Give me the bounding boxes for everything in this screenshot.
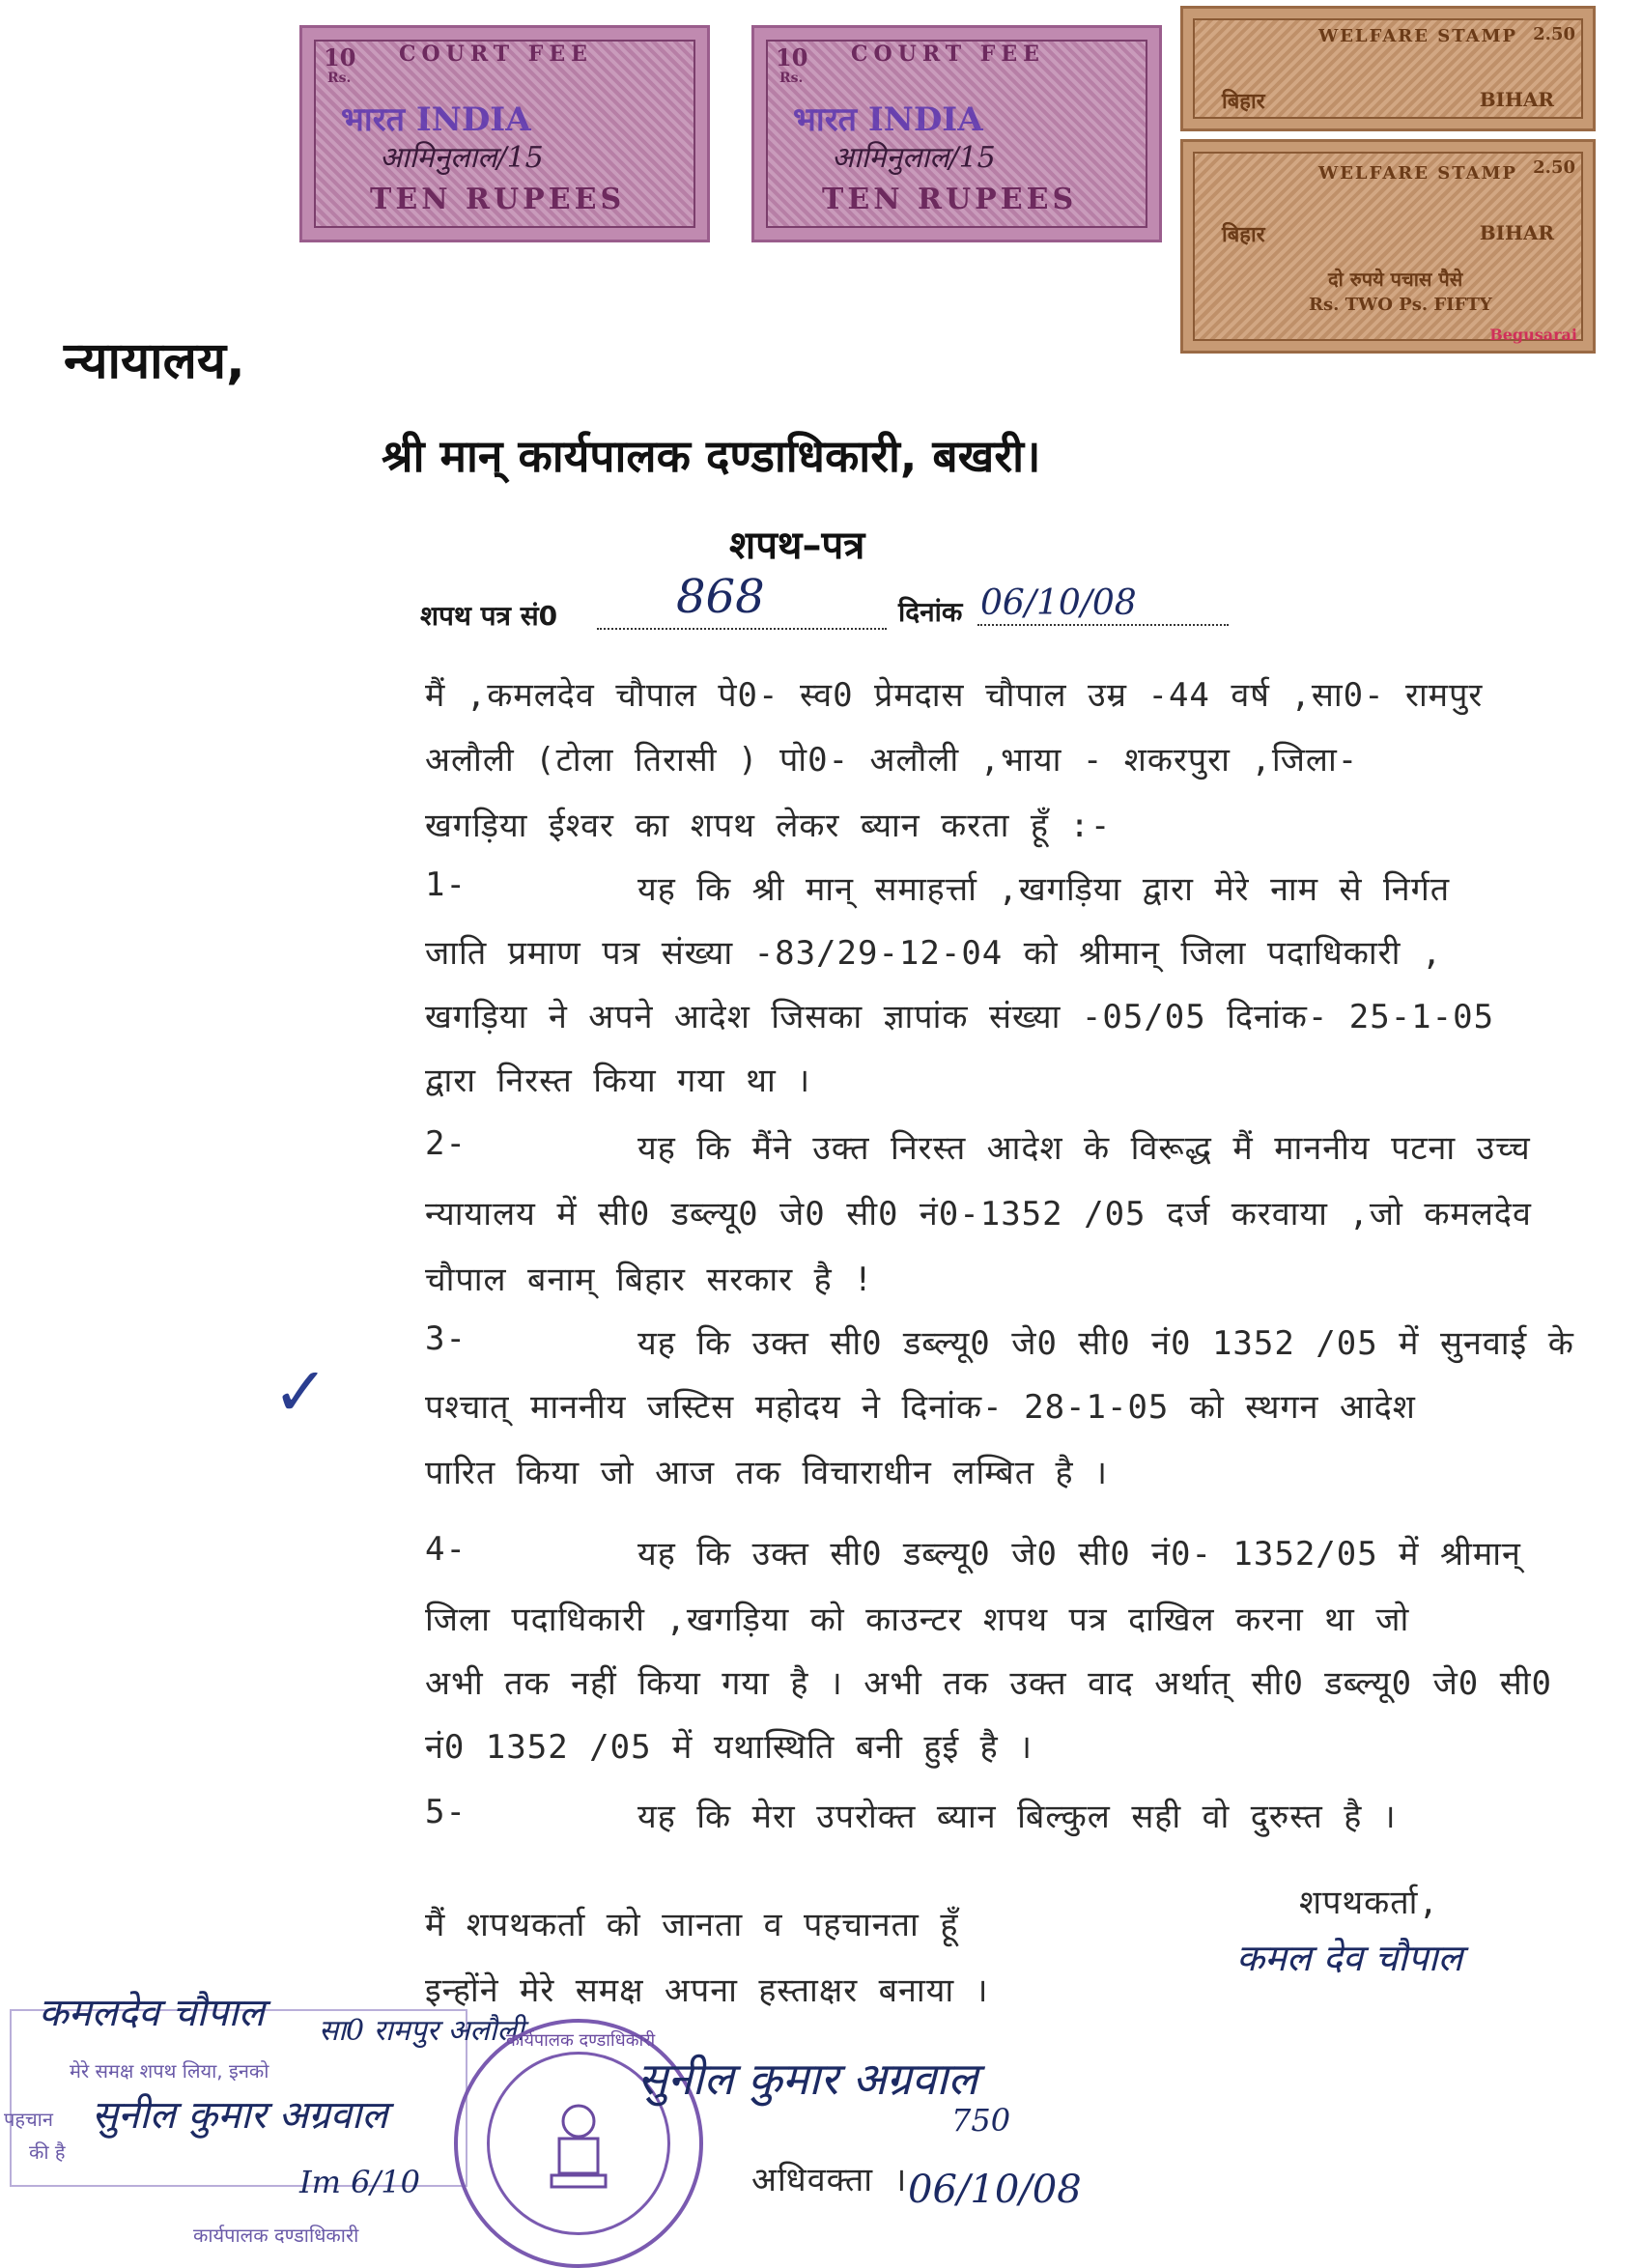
para-2-line-3: चौपाल बनाम् बिहार सरकार है ! <box>425 1261 874 1299</box>
para-4-line-3: अभी तक नहीं किया गया है । अभी तक उक्त वाद अर्थात् सी0 डब्ल्यू0 जे0 सी0 <box>425 1664 1552 1703</box>
date-dotted-line <box>977 624 1229 626</box>
stamp-value: 2.50 <box>1533 24 1575 44</box>
stamp-title: WELFARE STAMP <box>1318 163 1518 184</box>
advocate-signature: सुनील कुमार अग्रवाल <box>637 2053 978 2105</box>
para-4-line-2: जिला पदाधिकारी ,खगड़िया को काउन्टर शपथ पत्र दाखिल करना था जो <box>425 1601 1410 1639</box>
stamp-signature: आमिनुलाल/15 <box>832 141 996 175</box>
left-initial: Im 6/10 <box>299 2164 421 2200</box>
court-fee-stamp-2 <box>751 25 1162 242</box>
left-signature-3: सुनील कुमार अग्रवाल <box>92 2093 388 2138</box>
stamp-bottom-text: TEN RUPEES <box>822 183 1078 216</box>
stamp-english: BIHAR <box>1479 221 1554 244</box>
para-2-line-1: यह कि मैंने उक्त निरस्त आदेश के विरूद्ध मैं माननीय पटना उच्च <box>637 1129 1531 1168</box>
date-value: 06/10/08 <box>980 583 1137 623</box>
para-3-line-3: पारित किया जो आज तक विचाराधीन लम्बित है । <box>425 1454 1108 1492</box>
advocate-number: 750 <box>951 2102 1011 2139</box>
advocate-date: 06/10/08 <box>908 2168 1082 2212</box>
para-1-line-3: खगड़िया ने अपने आदेश जिसका ज्ञापांक संख्या -05/05 दिनांक- 25-1-05 <box>425 998 1495 1036</box>
stamp-bottom-text: TEN RUPEES <box>370 183 626 216</box>
stamp-red-overprint: Begusarai <box>1489 326 1577 344</box>
stamp-overprint: भारत INDIA <box>341 100 531 139</box>
document-title: शपथ–पत्र <box>729 524 865 568</box>
para-1-line-2: जाति प्रमाण पत्र संख्या -83/29-12-04 को श्रीमान् जिला पदाधिकारी , <box>425 934 1443 973</box>
deponent-signature: कमल देव चौपाल <box>1236 1937 1463 1979</box>
para-2-number: 2- <box>425 1124 467 1163</box>
stamp-title: WELFARE STAMP <box>1318 26 1518 46</box>
para-5-number: 5- <box>425 1793 467 1831</box>
para-4-line-1: यह कि उक्त सी0 डब्ल्यू0 जे0 सी0 नं0- 1352/05 में श्रीमान् <box>637 1535 1521 1573</box>
stamp-top-text: COURT FEE <box>399 42 593 67</box>
seal-text: कार्यपालक दण्डाधिकारी <box>506 2030 656 2051</box>
stamp-hindi: बिहार <box>1222 89 1265 114</box>
welfare-stamp-2 <box>1180 139 1596 354</box>
para-1-number: 1- <box>425 865 467 904</box>
para-4-number: 4- <box>425 1530 467 1569</box>
para-3-line-1: यह कि उक्त सी0 डब्ल्यू0 जे0 सी0 नं0 1352 /05 में सुनवाई के <box>637 1324 1574 1363</box>
intro-line-1: मैं ,कमलदेव चौपाल पे0- स्व0 प्रेमदास चौपाल उम्र -44 वर्ष ,सा0- रामपुर <box>425 676 1484 715</box>
court-heading: न्यायालय, <box>64 332 245 390</box>
para-3-line-2: पश्चात् माननीय जस्टिस महोदय ने दिनांक- 28-1-05 को स्थगन आदेश <box>425 1388 1416 1427</box>
identify-line-1: मैं शपथकर्ता को जानता व पहचानता हूँ <box>425 1906 959 1944</box>
stamp-english: BIHAR <box>1479 88 1554 111</box>
welfare-stamp-1 <box>1180 6 1596 131</box>
attestation-stamp-line-3: की है <box>29 2140 66 2164</box>
affidavit-number-value: 868 <box>676 570 765 624</box>
para-2-line-2: न्यायालय में सी0 डब्ल्यू0 जे0 सी0 नं0-1352 /05 दर्ज करवाया ,जो कमलदेव <box>425 1195 1532 1233</box>
stamp-signature: आमिनुलाल/15 <box>380 141 544 175</box>
stamp-unit: Rs. <box>779 71 804 86</box>
number-dotted-line <box>597 628 887 630</box>
stamp-unit: Rs. <box>327 71 352 86</box>
intro-line-3: खगड़िया ईश्वर का शपथ लेकर ब्यान करता हूँ :- <box>425 807 1112 845</box>
check-mark: ✓ <box>272 1352 329 1432</box>
affidavit-number-label: शपथ पत्र सं0 <box>420 600 558 632</box>
deponent-label: शपथकर्ता, <box>1299 1884 1439 1922</box>
stamp-english-words: Rs. TWO Ps. FIFTY <box>1309 295 1492 315</box>
emblem-icon <box>540 2100 617 2197</box>
stamp-hindi: बिहार <box>1222 222 1265 247</box>
left-signature-2: सा0 रामपुर अलौली <box>319 2014 524 2048</box>
para-3-number: 3- <box>425 1319 467 1358</box>
advocate-label: अधिवक्ता । <box>751 2161 908 2199</box>
intro-line-2: अलौली (टोला तिरासी ) पो0- अलौली ,भाया - शकरपुरा ,जिला- <box>425 741 1359 780</box>
left-signature-1: कमलदेव चौपाल <box>39 1991 265 2035</box>
para-1-line-1: यह कि श्री मान् समाहर्त्ता ,खगड़िया द्वारा मेरे नाम से निर्गत <box>637 870 1451 909</box>
stamp-top-text: COURT FEE <box>851 42 1045 67</box>
court-fee-stamp-1 <box>299 25 710 242</box>
identify-line-2: इन्होंने मेरे समक्ष अपना हस्ताक्षर बनाया । <box>425 1971 989 2010</box>
attestation-stamp-line-1: मेरे समक्ष शपथ लिया, इनको <box>70 2059 269 2083</box>
stamp-value: 10 <box>776 43 808 71</box>
bottom-stamp-text: कार्यपालक दण्डाधिकारी <box>193 2224 359 2247</box>
para-4-line-4: नं0 1352 /05 में यथास्थिति बनी हुई है । <box>425 1728 1033 1767</box>
attestation-stamp-line-2: पहचान <box>4 2108 53 2131</box>
stamp-value: 2.50 <box>1533 157 1575 178</box>
officer-heading: श्री मान् कार्यपालक दण्डाधिकारी, बखरी। <box>382 430 1041 482</box>
para-1-line-4: द्वारा निरस्त किया गया था । <box>425 1062 811 1100</box>
date-label: दिनांक <box>898 596 963 628</box>
stamp-hindi-words: दो रुपये पचास पैसे <box>1328 268 1463 291</box>
stamp-value: 10 <box>324 43 356 71</box>
stamp-overprint: भारत INDIA <box>793 100 983 139</box>
para-5-line-1: यह कि मेरा उपरोक्त ब्यान बिल्कुल सही वो दुरुस्त है । <box>637 1798 1397 1836</box>
